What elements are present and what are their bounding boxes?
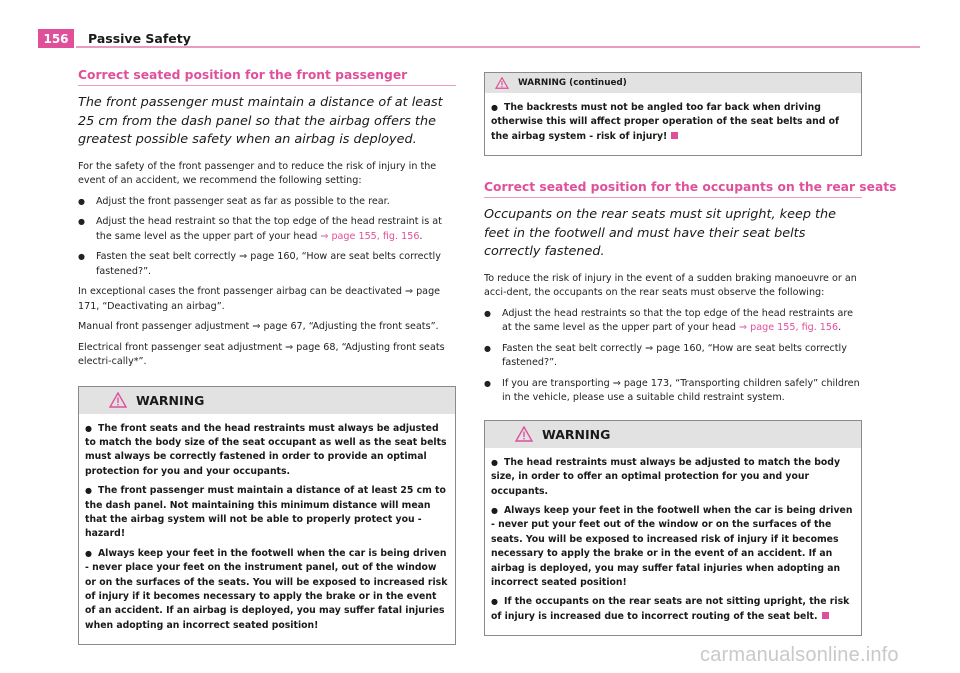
warning-title: WARNING xyxy=(542,426,611,442)
warning-triangle-icon xyxy=(109,392,127,408)
section-heading-front-passenger: Correct seated position for the front passenger xyxy=(78,68,456,86)
paragraph: Electrical front passenger seat adjustment ⇒ page 68, “Adjusting front seats electri-cally*”. xyxy=(78,341,445,367)
arrow-right-icon: ⇒ xyxy=(320,230,329,242)
warning-body xyxy=(79,414,455,645)
bullet-dot-icon: ● xyxy=(85,486,92,496)
right-column xyxy=(484,72,897,636)
warning-header xyxy=(485,73,861,93)
list-item: ● Adjust the front passenger seat as far as possible to the rear. xyxy=(78,195,456,210)
list-item: ● If you are transporting ⇒ page 173, “Transporting children safely” children in the vehicle, please use a suitable child restraint system. xyxy=(484,377,862,406)
end-square-icon xyxy=(671,132,678,139)
bullet-list xyxy=(484,307,862,406)
paragraph: Manual front passenger adjustment ⇒ page 67, “Adjusting the front seats”. xyxy=(78,321,439,332)
warning-item: ● Always keep your feet in the footwell when the car is being driven - never place your feet on the instrument panel, out of the window or on the surfaces of the seats. You will be exposed to increased risk of injury if it becomes necessary to apply the brake or in the event of an accident. If an airbag is deployed, you may suffer fatal injuries when adopting an incorrect seated position! xyxy=(85,547,448,631)
arrow-right-icon: ⇒ xyxy=(405,286,414,297)
running-title: Passive Safety xyxy=(88,31,191,46)
warning-body xyxy=(485,93,861,155)
warning-box xyxy=(78,386,456,646)
bullet-dot-icon: ● xyxy=(85,548,92,558)
bullet-list xyxy=(78,195,456,280)
warning-box xyxy=(484,420,862,636)
arrow-right-icon: ⇒ xyxy=(645,342,654,354)
arrow-right-icon: ⇒ xyxy=(739,322,748,334)
bullet-dot-icon: ● xyxy=(491,505,498,515)
watermark: carmanualsonline.info xyxy=(700,644,899,666)
list-item: ● Adjust the head restraints so that the top edge of the head restraints are at the same level as the upper part of your head ⇒ page 155, fig. 156. xyxy=(484,307,862,336)
list-item: ● Fasten the seat belt correctly ⇒ page 160, “How are seat belts correctly fastened?”. xyxy=(484,342,862,371)
list-item: ● Adjust the head restraint so that the top edge of the head restraint is at the same level as the upper part of your head ⇒ page 155, fig. 156. xyxy=(78,215,456,244)
left-column xyxy=(78,68,456,645)
warning-item: ● The front passenger must maintain a distance of at least 25 cm to the dash panel. Not maintaining this minimum distance will mean that the airbag system will not be able to properly protect you - hazard! xyxy=(85,485,446,540)
end-square-icon xyxy=(822,612,829,619)
warning-header xyxy=(79,387,455,414)
bullet-dot-icon: ● xyxy=(491,457,498,467)
warning-item: ● The head restraints must always be adjusted to match the body size, in order to offer an optimal protection for you and your occupants. xyxy=(491,456,841,497)
list-item: ● Fasten the seat belt correctly ⇒ page 160, “How are seat belts correctly fastened?”. xyxy=(78,250,456,279)
warning-triangle-icon xyxy=(495,77,509,89)
arrow-right-icon: ⇒ xyxy=(612,377,621,389)
bullet-dot-icon: ● xyxy=(491,103,498,112)
paragraph: To reduce the risk of injury in the event of a sudden braking manoeuvre or an acci-dent, the occupants on the rear seats must observe the following: xyxy=(484,272,857,299)
warning-item: ● Always keep your feet in the footwell when the car is being driven - never put your feet out of the window or on the surfaces of the seats. You will be exposed to increased risk of injury if it becomes necessary to apply the brake or in the event of an accident. If an airbag is deployed, you may suffer fatal injuries when adopting an incorrect seated position! xyxy=(491,504,853,588)
cross-reference-link[interactable]: page 155, fig. 156 xyxy=(747,322,839,334)
bullet-dot-icon: ● xyxy=(85,423,92,433)
warning-box-continued xyxy=(484,72,862,156)
warning-body xyxy=(485,448,861,635)
warning-item: ● If the occupants on the rear seats are not sitting upright, the risk of injury is increased due to incorrect routing of the seat belt. xyxy=(491,596,850,622)
warning-item: ● The front seats and the head restraints must always be adjusted to match the body size of the seat occupant as well as the seat belts must always be correctly fastened in order to provide an optimal protection for you and your occupants. xyxy=(85,422,447,477)
header-rule xyxy=(76,46,920,48)
warning-title: WARNING xyxy=(136,392,205,408)
arrow-right-icon: ⇒ xyxy=(285,341,294,353)
intro-rear-seats: Occupants on the rear seats must sit upright, keep the feet in the footwell and must have their seat belts correctly fastened. xyxy=(484,207,837,260)
page-number: 156 xyxy=(38,29,74,48)
section-heading-rear-seats: Correct seated position for the occupants on the rear seats xyxy=(484,180,862,198)
intro-front-passenger: The front passenger must maintain a distance of at least 25 cm from the dash panel so that the airbag offers the greatest possible safety when an airbag is deployed. xyxy=(78,95,443,147)
arrow-right-icon: ⇒ xyxy=(252,321,261,332)
paragraph: For the safety of the front passenger and to reduce the risk of injury in the event of an accident, we recommend the following setting: xyxy=(78,160,437,186)
cross-reference-link[interactable]: page 155, fig. 156 xyxy=(328,230,420,242)
warning-title: WARNING (continued) xyxy=(518,78,627,88)
warning-item: ● The backrests must not be angled too far back when driving otherwise this will affect proper operation of the seat belts and of the airbag system - risk of injury! xyxy=(491,102,840,142)
warning-header xyxy=(485,421,861,448)
warning-triangle-icon xyxy=(515,426,533,442)
bullet-dot-icon: ● xyxy=(491,597,498,607)
arrow-right-icon: ⇒ xyxy=(239,251,248,262)
paragraph: In exceptional cases the front passenger airbag can be deactivated ⇒ page 171, “Deactivating an airbag”. xyxy=(78,286,441,312)
